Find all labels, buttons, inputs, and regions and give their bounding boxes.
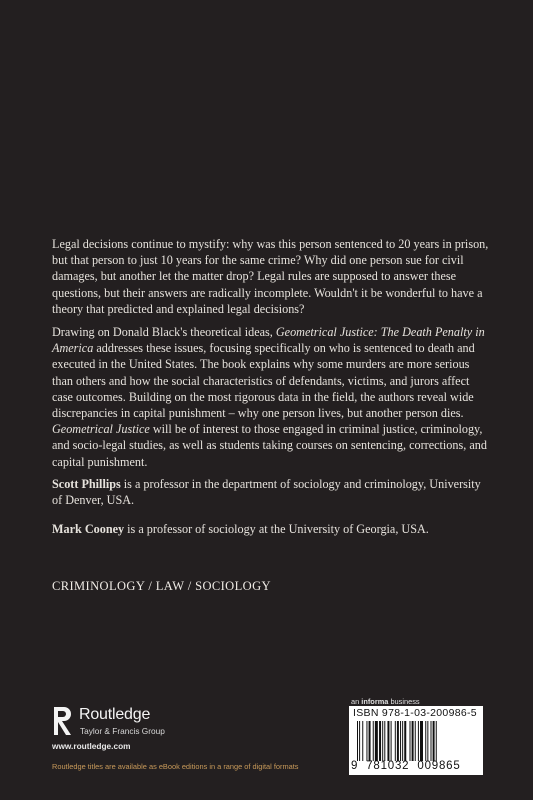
author-bio-2 xyxy=(52,521,490,537)
barcode-bar xyxy=(425,721,426,761)
subject-categories: CRIMINOLOGY / LAW / SOCIOLOGY xyxy=(52,579,271,593)
description-paragraph-1 xyxy=(52,236,490,317)
publisher-name: Routledge xyxy=(79,706,151,723)
informa-suffix: business xyxy=(388,697,420,706)
author-name: Mark Cooney xyxy=(52,522,125,536)
barcode-bar xyxy=(391,721,392,761)
barcode-bar xyxy=(375,721,378,761)
barcode-group-1: 781032 xyxy=(366,760,410,772)
book-title-short: Geometrical Justice xyxy=(52,422,150,437)
barcode-bar xyxy=(387,721,389,761)
barcode-bar xyxy=(400,721,401,761)
isbn-barcode xyxy=(349,706,483,775)
barcode-bar xyxy=(397,721,399,761)
ebook-note: Routledge titles are available as eBook editions in a range of digital formats xyxy=(52,762,299,771)
barcode-bar xyxy=(369,721,371,761)
barcode-bar xyxy=(384,721,385,761)
barcode-digits xyxy=(351,760,461,772)
barcode-bar xyxy=(362,721,363,761)
description-text-2 xyxy=(52,324,490,470)
author-bio-body: is a professor in the department of sociology and criminology, University of Denver, USA. xyxy=(52,477,481,508)
publisher-website: www.routledge.com xyxy=(52,741,131,751)
text-segment: will be of interest to those engaged in criminal justice, criminology, and socio-legal studies, as well as students taking courses on sentencing, corrections, and capital punishment. xyxy=(52,422,487,469)
barcode-bar xyxy=(366,721,367,761)
text-segment: Drawing on Donald Black's theoretical ideas, xyxy=(52,325,276,339)
text-segment: addresses these issues, focusing specifically on who is sentenced to death and executed in the United States. The book explains why some murders are more serious than others and how the social characteristics of defendants, victims, and jurors affect case outcomes. Building on the most rigorous data in the field, the authors reveal wide discrepancies in capital punishment – why one person lives, but another person dies. xyxy=(52,341,475,421)
description-paragraph-2 xyxy=(52,324,490,470)
barcode-bar xyxy=(402,721,403,761)
informa-business-tag xyxy=(351,697,420,706)
barcode-bar xyxy=(373,721,374,761)
barcode-bar xyxy=(382,721,383,761)
book-title: Geometrical Justice: The Death Penalty in America xyxy=(52,325,485,356)
routledge-mark-icon xyxy=(52,706,72,736)
barcode-bar xyxy=(431,721,432,761)
barcode-bar xyxy=(359,721,360,761)
barcode-bar xyxy=(379,721,381,761)
barcode-bar xyxy=(412,721,414,761)
informa-prefix: an xyxy=(351,697,362,706)
author-bio-text xyxy=(52,521,490,537)
author-bio-text xyxy=(52,476,490,508)
barcode-bar xyxy=(357,721,358,761)
description-text: Legal decisions continue to mystify: why was this person sentenced to 20 years in prison, but that person to just 10 years for the same crime? Why did one person sue for civil damages, but another let the matter drop? Legal rules are supposed to answer these questions, but their answers are radically incomplete. Wouldn't it be wonderful to have a theory that predicted and explained legal decisions? xyxy=(52,237,489,316)
author-bio-body: is a professor of sociology at the University of Georgia, USA. xyxy=(124,522,429,536)
publisher-group: Taylor & Francis Group xyxy=(80,726,165,736)
barcode-bar xyxy=(410,721,411,761)
barcode-lead-digit: 9 xyxy=(351,760,359,772)
routledge-logo xyxy=(52,706,212,746)
barcode-bar xyxy=(404,721,406,761)
barcode-bar xyxy=(418,721,419,761)
barcode-icon xyxy=(357,721,477,765)
author-bio-1 xyxy=(52,476,490,508)
barcode-bar xyxy=(427,721,428,761)
barcode-bar xyxy=(433,721,435,761)
informa-brand: informa xyxy=(361,697,389,706)
author-name: Scott Phillips xyxy=(52,477,121,491)
barcode-bar xyxy=(395,721,396,761)
isbn-number: ISBN 978-1-03-200986-5 xyxy=(353,707,477,719)
barcode-bar xyxy=(420,721,423,761)
barcode-group-2: 009865 xyxy=(417,760,461,772)
barcode-bar xyxy=(436,721,437,761)
barcode-bar xyxy=(415,721,416,761)
